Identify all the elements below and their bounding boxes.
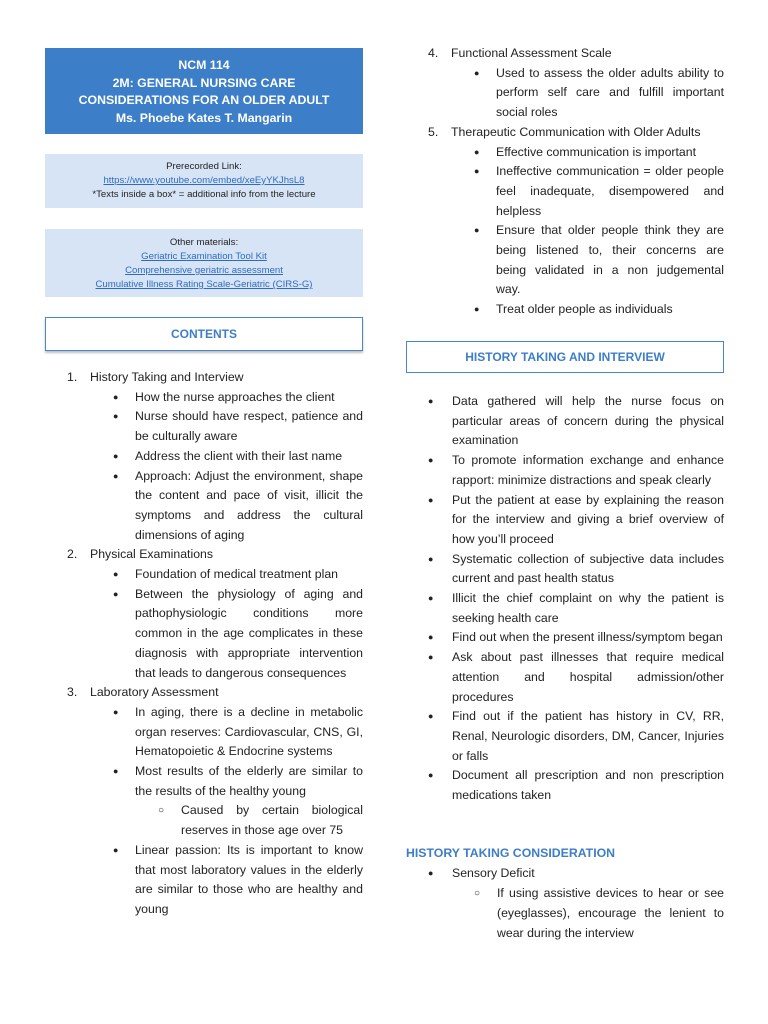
list-item — [406, 44, 724, 64]
bullet-item: ● Treat older people as individuals — [406, 300, 724, 320]
item-number: 3. — [67, 685, 78, 700]
consideration-section — [406, 844, 724, 944]
bullet-item: ● Systematic collection of subjective data includes current and past health status — [406, 550, 724, 589]
module-title-line2: CONSIDERATIONS FOR AN OLDER ADULT — [78, 93, 330, 107]
item-title: Functional Assessment Scale — [451, 46, 612, 60]
other-materials-label: Other materials: — [169, 237, 239, 248]
bullet-item: ● To promote information exchange and enhance rapport: minimize distractions and speak clearly — [406, 451, 724, 490]
item-number: 2. — [67, 547, 78, 562]
bullet-item: ● Sensory Deficit — [406, 864, 724, 884]
link-comprehensive-assessment[interactable]: Comprehensive geriatric assessment — [125, 265, 283, 276]
other-materials-box — [45, 229, 363, 297]
list-item — [45, 368, 363, 388]
bullet-item: ● Foundation of medical treatment plan — [45, 565, 363, 585]
sub-bullet-item: ○ Caused by certain biological reserves in those age over 75 — [45, 801, 363, 840]
item-number: 4. — [428, 46, 439, 60]
link-cirs-g[interactable]: Cumulative Illness Rating Scale-Geriatric (CIRS-G) — [95, 279, 313, 290]
list-item — [406, 123, 724, 143]
list-item — [45, 545, 363, 565]
prerecorded-box — [45, 154, 363, 208]
prerecorded-label: Prerecorded Link: — [166, 161, 242, 172]
item-title: Therapeutic Communication with Older Adults — [451, 124, 701, 139]
bullet-item: ● Put the patient at ease by explaining the reason for the interview and giving a brief overview of how you’ll proceed — [406, 491, 724, 550]
item-title: Physical Examinations — [90, 547, 214, 562]
document-title-box — [45, 48, 363, 134]
bullet-item: ● Between the physiology of aging and pathophysiologic conditions more common in the age complicates in these diagnosis with appropriate intervention that leads to dangerous consequences — [45, 585, 363, 684]
link-geriatric-tool-kit[interactable]: Geriatric Examination Tool Kit — [141, 251, 267, 262]
item-title: Laboratory Assessment — [90, 685, 219, 700]
bullet-item: ● Used to assess the older adults ability to perform self care and fulfill important social roles — [406, 64, 724, 123]
bullet-item: ● Effective communication is important — [406, 143, 724, 163]
bullet-item: ● In aging, there is a decline in metabolic organ reserves: Cardiovascular, CNS, GI, Hematopoietic & Endocrine systems — [45, 703, 363, 762]
list-item — [45, 683, 363, 703]
sub-bullet-item: ○ If using assistive devices to hear or see (eyeglasses), encourage the lenient to wear during the interview — [406, 884, 724, 943]
consideration-heading: HISTORY TAKING CONSIDERATION — [406, 846, 616, 860]
item-title: History Taking and Interview — [90, 370, 244, 384]
module-title-line1: 2M: GENERAL NURSING CARE — [112, 75, 296, 90]
bullet-item: ● Find out if the patient has history in CV, RR, Renal, Neurologic disorders, DM, Cancer, Injuries or falls — [406, 707, 724, 766]
item-number: 5. — [428, 124, 439, 139]
instructor-name: Ms. Phoebe Kates T. Mangarin — [115, 110, 293, 125]
bullet-item: ● Approach: Adjust the environment, shape the content and pace of visit, illicit the symptoms and address the cultural dimensions of aging — [45, 467, 363, 546]
bullet-item: ● Find out when the present illness/symptom began — [406, 628, 724, 648]
bullet-item: ● Linear passion: Its is important to know that most laboratory values in the elderly are similar to those who are healthy and young — [45, 841, 363, 920]
bullet-item: ● How the nurse approaches the client — [45, 388, 363, 408]
bullet-item: ● Illicit the chief complaint on why the patient is seeking health care — [406, 589, 724, 628]
bullet-item: ● Ensure that older people think they are being listened to, their concerns are being validated in a non judgemental way. — [406, 221, 724, 300]
bullet-item: ● Nurse should have respect, patience and be culturally aware — [45, 407, 363, 446]
bullet-item: ● Data gathered will help the nurse focus on particular areas of concern during the physical examination — [406, 392, 724, 451]
bullet-item: ● Address the client with their last name — [45, 447, 363, 467]
item-number: 1. — [67, 370, 78, 384]
contents-heading: CONTENTS — [45, 317, 363, 351]
bullet-item: ● Ask about past illnesses that require medical attention and hospital admission/other procedures — [406, 648, 724, 707]
history-taking-heading: HISTORY TAKING AND INTERVIEW — [406, 341, 724, 373]
contents-list-left — [45, 368, 363, 920]
history-taking-list — [406, 392, 724, 806]
prerecorded-link[interactable]: https://www.youtube.com/embed/xeEyYKJhsL8 — [103, 175, 305, 186]
prerecorded-note: *Texts inside a box* = additional info from the lecture — [92, 189, 316, 200]
bullet-item: ● Most results of the elderly are similar to the results of the healthy young — [45, 762, 363, 801]
bullet-item: ● Document all prescription and non prescription medications taken — [406, 766, 724, 805]
bullet-item: ● Ineffective communication = older people feel inadequate, disempowered and helpless — [406, 162, 724, 221]
course-code: NCM 114 — [178, 58, 230, 72]
contents-list-right — [406, 44, 724, 320]
